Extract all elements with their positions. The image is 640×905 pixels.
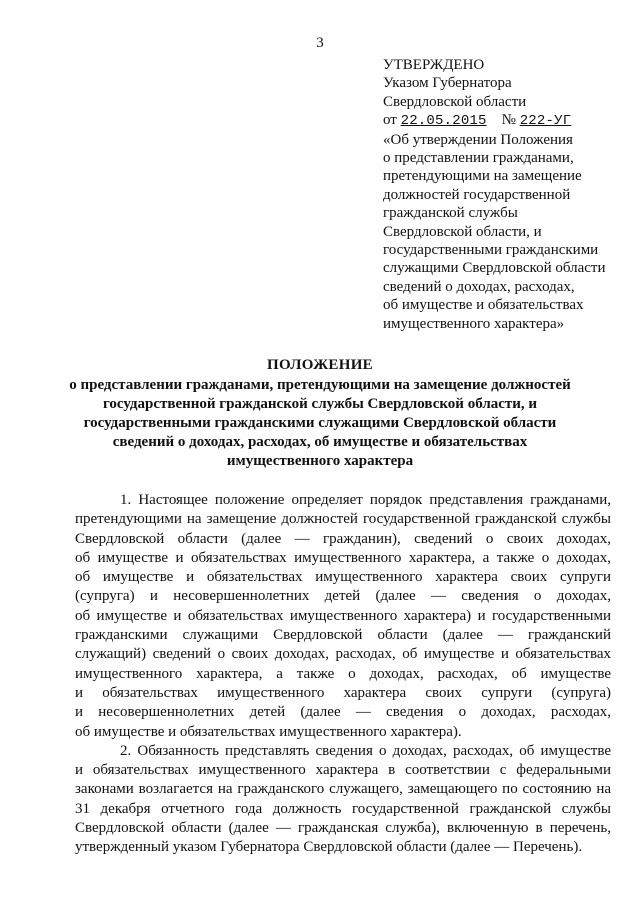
approval-subject-line: гражданской службы: [383, 205, 518, 222]
approval-subject-line: Свердловской области, и: [383, 223, 542, 240]
approval-heading: УТВЕРЖДЕНО: [383, 57, 485, 73]
approval-subject-line: имущественного характера»: [383, 315, 565, 332]
paragraph-line: утвержденный указом Губернатора Свердловской области (далее — Перечень).: [75, 839, 583, 856]
paragraph-line: об имуществе и обязательствах имущественного характера).: [75, 723, 462, 740]
approval-subject-line: служащими Свердловской области: [383, 260, 606, 277]
document-title-block: [0, 356, 640, 471]
number-sign: №: [501, 112, 516, 129]
approval-issuer-region: Свердловской области: [383, 93, 527, 110]
approval-date-number-line: [383, 111, 628, 130]
date-prefix: от: [383, 112, 397, 129]
paragraph-line: претендующими на замещение должностей государственной гражданской службы: [75, 511, 611, 528]
approval-block: [383, 56, 628, 333]
approval-subject-line: «Об утверждении Положения: [383, 131, 573, 148]
approval-subject-line: о представлении гражданами,: [383, 150, 574, 167]
paragraph-line: служащий) сведений о своих доходах, расходах, об имуществе и обязательствах: [75, 646, 611, 663]
approval-subject-line: государственными гражданскими: [383, 242, 599, 259]
document-subtitle-line: государственной гражданской службы Свердловской области, и: [102, 396, 538, 412]
paragraph-line: (супруга) и несовершеннолетних детей (далее — сведения о доходах,: [75, 588, 611, 605]
approval-subject-line: сведений о доходах, расходах,: [383, 278, 575, 295]
paragraph-1: [75, 491, 611, 742]
paragraph-2: [75, 742, 611, 858]
document-subtitle-line: о представлении гражданами, претендующими на замещение должностей: [69, 377, 571, 393]
approval-issuer-line: Указом Губернатора: [383, 75, 512, 92]
paragraph-line: 2. Обязанность представлять сведения о доходах, расходах, об имуществе: [120, 742, 611, 759]
paragraph-line: и обязательствах имущественного характера своих супруги (супруга): [75, 684, 611, 701]
paragraph-line: и несовершеннолетних детей (далее — сведения о доходах, расходах,: [75, 704, 611, 721]
page-number: 3: [316, 35, 324, 51]
paragraph-line: об имуществе и обязательствах имущественного характера, а также о доходах,: [75, 549, 611, 566]
document-subtitle-line: сведений о доходах, расходах, об имуществе и обязательствах: [112, 434, 528, 450]
decree-number: 222-УГ: [519, 113, 572, 130]
paragraph-line: 1. Настоящее положение определяет порядок представления гражданами,: [120, 492, 611, 508]
paragraph-line: и обязательствах имущественного характера в соответствии с федеральными: [75, 762, 611, 779]
document-title: ПОЛОЖЕНИЕ: [267, 357, 373, 373]
paragraph-line: гражданскими служащими Свердловской области (далее — гражданский: [75, 627, 611, 644]
document-body: [75, 491, 611, 858]
approval-subject-line: должностей государственной: [383, 186, 571, 203]
paragraph-line: законами возлагается на гражданского служащего, замещающего по состоянию на: [75, 781, 611, 798]
paragraph-line: об имуществе и обязательствах имущественного характера) и государственными: [75, 607, 611, 624]
approval-subject-line: об имуществе и обязательствах: [383, 297, 584, 314]
paragraph-line: имущественного характера, а также о доходах, расходах, об имуществе: [75, 665, 611, 682]
document-subtitle-line: государственными гражданскими служащими Свердловской области: [83, 415, 557, 431]
paragraph-line: 31 декабря отчетного года должность государственной гражданской службы: [75, 800, 611, 817]
paragraph-line: Свердловской области (далее — гражданин), сведений о своих доходах,: [75, 530, 611, 547]
decree-date: 22.05.2015: [400, 113, 487, 130]
document-subtitle-line: имущественного характера: [226, 453, 414, 469]
approval-subject-line: претендующими на замещение: [383, 168, 582, 185]
paragraph-line: Свердловской области (далее — гражданская служба), включенную в перечень,: [75, 820, 611, 837]
paragraph-line: об имуществе и обязательствах имущественного характера своих супруги: [75, 569, 611, 586]
